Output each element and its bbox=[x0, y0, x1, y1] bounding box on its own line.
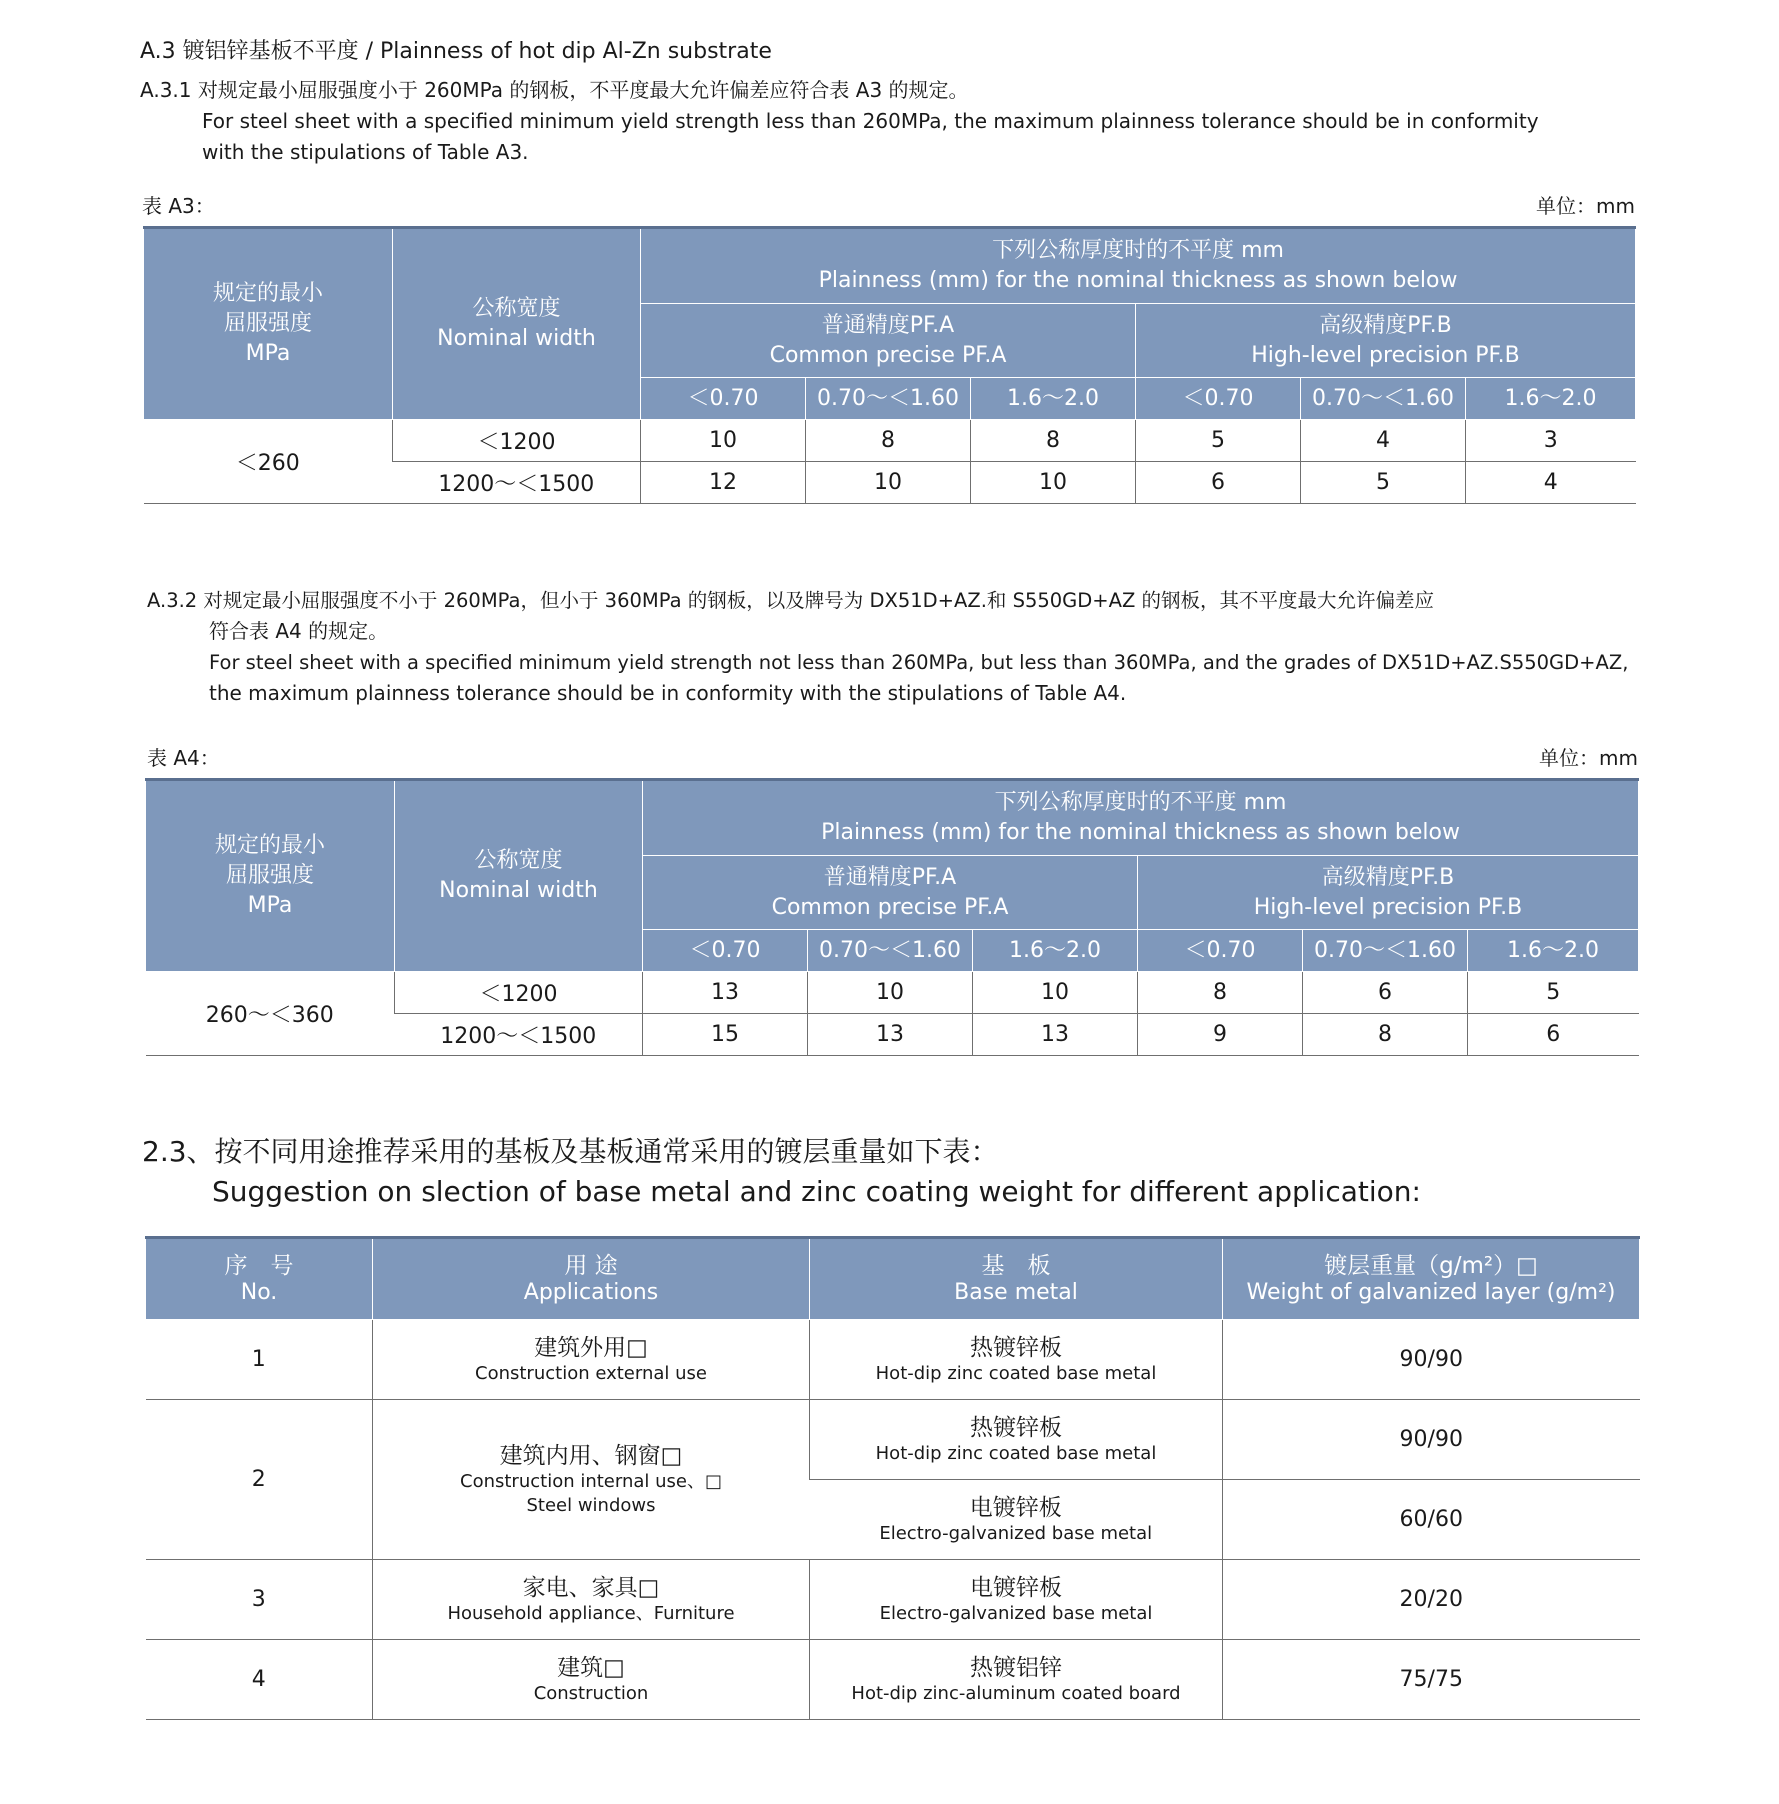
header-pfa-en: Common precise PF.A bbox=[769, 342, 1007, 368]
table-applications bbox=[145, 1236, 1640, 1720]
header-applications bbox=[373, 1238, 810, 1320]
cell-value: 4 bbox=[1301, 420, 1466, 462]
section-a32-paragraph bbox=[147, 585, 1642, 709]
header-thickness: ＜0.70 bbox=[1136, 378, 1301, 420]
cell-value: 13 bbox=[643, 972, 808, 1014]
cell-value: 10 bbox=[806, 462, 971, 504]
cell-value: 8 bbox=[1138, 972, 1303, 1014]
header-plainness-en: Plainness (mm) for the nominal thickness as shown below bbox=[821, 820, 1460, 845]
cell-value: 13 bbox=[808, 1014, 973, 1056]
cell-application bbox=[373, 1640, 810, 1720]
cell-value: 3 bbox=[1466, 420, 1636, 462]
cell-width: 1200～＜1500 bbox=[393, 462, 641, 504]
cell-no: 1 bbox=[146, 1320, 373, 1400]
header-no bbox=[146, 1238, 373, 1320]
application-cn: 家电、家具□ bbox=[522, 1574, 660, 1601]
cell-weight: 60/60 bbox=[1223, 1480, 1640, 1560]
table-row bbox=[146, 1640, 1640, 1720]
header-thickness: 0.70～＜1.60 bbox=[1303, 930, 1468, 972]
header-thickness: 1.6～2.0 bbox=[971, 378, 1136, 420]
cell-value: 10 bbox=[971, 462, 1136, 504]
cell-value: 4 bbox=[1466, 462, 1636, 504]
cell-no: 3 bbox=[146, 1560, 373, 1640]
header-yield-line2: 屈服强度 bbox=[225, 863, 314, 888]
cell-weight: 75/75 bbox=[1223, 1640, 1640, 1720]
table-a3 bbox=[143, 226, 1636, 504]
header-pfb bbox=[1136, 304, 1636, 378]
header-thickness: 1.6～2.0 bbox=[1468, 930, 1639, 972]
header-yield-line3: MPa bbox=[245, 341, 291, 366]
header-thickness: 0.70～＜1.60 bbox=[806, 378, 971, 420]
header-yield-line2: 屈服强度 bbox=[223, 311, 312, 336]
header-pfa bbox=[643, 856, 1138, 930]
paragraph-en-line2: the maximum plainness tolerance should be in conformity with the stipulations of Table A4. bbox=[209, 681, 1127, 705]
header-pfb-en: High-level precision PF.B bbox=[1253, 894, 1523, 920]
cell-base-metal bbox=[810, 1480, 1223, 1560]
header-plainness-cn: 下列公称厚度时的不平度 mm bbox=[992, 238, 1284, 263]
header-yield-line3: MPa bbox=[247, 893, 293, 918]
header-nominal-width bbox=[395, 780, 643, 972]
base-metal-en: Electro-galvanized base metal bbox=[879, 1602, 1153, 1624]
cell-base-metal bbox=[810, 1560, 1223, 1640]
cell-value: 8 bbox=[1303, 1014, 1468, 1056]
cell-weight: 90/90 bbox=[1223, 1400, 1640, 1480]
cell-value: 8 bbox=[806, 420, 971, 462]
header-plainness bbox=[643, 780, 1639, 856]
cell-value: 6 bbox=[1136, 462, 1301, 504]
cell-value: 8 bbox=[971, 420, 1136, 462]
header-pfa-cn: 普通精度PF.A bbox=[821, 312, 955, 338]
header-thickness: 0.70～＜1.60 bbox=[1301, 378, 1466, 420]
cell-yield: ＜260 bbox=[144, 420, 393, 504]
header-thickness: ＜0.70 bbox=[643, 930, 808, 972]
header-yield-line1: 规定的最小 bbox=[214, 833, 325, 858]
cell-weight: 20/20 bbox=[1223, 1560, 1640, 1640]
application-en: Household appliance、Furniture bbox=[447, 1602, 735, 1624]
cell-width: ＜1200 bbox=[393, 420, 641, 462]
cell-value: 6 bbox=[1468, 1014, 1639, 1056]
cell-application bbox=[373, 1560, 810, 1640]
section-a31-paragraph bbox=[140, 75, 1640, 168]
header-base-metal bbox=[810, 1238, 1223, 1320]
header-app-cn: 用 途 bbox=[564, 1253, 618, 1279]
table-a3-label: 表 A3： bbox=[142, 194, 215, 218]
paragraph-en-line1: For steel sheet with a specified minimum yield strength not less than 260MPa, but less than 360MPa, and the grades of DX51D+AZ.S550GD+AZ, bbox=[209, 651, 1629, 674]
cell-base-metal bbox=[810, 1320, 1223, 1400]
section-23-title-cn: 2.3、按不同用途推荐采用的基板及基板通常采用的镀层重量如下表： bbox=[142, 1135, 999, 1168]
header-nominal-width bbox=[393, 228, 641, 420]
table-a4-label: 表 A4： bbox=[147, 746, 220, 770]
table-a3-unit: 单位：mm bbox=[1536, 194, 1635, 218]
cell-value: 5 bbox=[1136, 420, 1301, 462]
base-metal-cn: 热镀锌板 bbox=[970, 1334, 1062, 1361]
header-pfb-en: High-level precision PF.B bbox=[1251, 342, 1520, 368]
section-23-heading bbox=[142, 1132, 1421, 1212]
header-thickness: ＜0.70 bbox=[641, 378, 806, 420]
cell-application bbox=[373, 1320, 810, 1400]
application-cn: 建筑外用□ bbox=[534, 1334, 648, 1361]
cell-value: 5 bbox=[1468, 972, 1639, 1014]
cell-value: 10 bbox=[808, 972, 973, 1014]
application-cn: 建筑□ bbox=[557, 1654, 625, 1681]
application-en: Construction external use bbox=[475, 1362, 707, 1384]
header-weight-cn: 镀层重量（g/m²）□ bbox=[1324, 1253, 1538, 1279]
paragraph-cn: A.3.1 对规定最小屈服强度小于 260MPa 的钢板，不平度最大允许偏差应符合表 A3 的规定。 bbox=[140, 78, 969, 102]
cell-value: 10 bbox=[641, 420, 806, 462]
cell-base-metal bbox=[810, 1640, 1223, 1720]
base-metal-cn: 电镀锌板 bbox=[969, 1494, 1062, 1521]
header-yield-line1: 规定的最小 bbox=[212, 281, 323, 306]
header-thickness: 0.70～＜1.60 bbox=[808, 930, 973, 972]
table-row bbox=[146, 1400, 1640, 1480]
header-width-en: Nominal width bbox=[439, 878, 598, 903]
application-cn: 建筑内用、钢窗□ bbox=[499, 1442, 683, 1469]
header-pfa-en: Common precise PF.A bbox=[771, 894, 1009, 920]
base-metal-cn: 热镀锌板 bbox=[970, 1414, 1062, 1441]
section-a3-title: A.3 镀铝锌基板不平度 / Plainness of hot dip Al-Zn substrate bbox=[140, 39, 772, 64]
paragraph-en-line2: with the stipulations of Table A3. bbox=[202, 140, 529, 164]
cell-value: 9 bbox=[1138, 1014, 1303, 1056]
base-metal-en: Hot-dip zinc-aluminum coated board bbox=[851, 1682, 1181, 1704]
header-no-en: No. bbox=[240, 1280, 278, 1305]
cell-yield: 260～＜360 bbox=[146, 972, 395, 1056]
cell-value: 6 bbox=[1303, 972, 1468, 1014]
section-23-title-en: Suggestion on slection of base metal and zinc coating weight for different application: bbox=[212, 1175, 1421, 1208]
header-yield-strength bbox=[144, 228, 393, 420]
header-pfb-cn: 高级精度PF.B bbox=[1321, 864, 1455, 890]
header-plainness bbox=[641, 228, 1636, 304]
cell-value: 5 bbox=[1301, 462, 1466, 504]
base-metal-en: Electro-galvanized base metal bbox=[879, 1522, 1153, 1544]
header-width-cn: 公称宽度 bbox=[474, 848, 563, 873]
table-row bbox=[146, 1560, 1640, 1640]
header-pfb-cn: 高级精度PF.B bbox=[1319, 312, 1452, 338]
table-a4-unit: 单位：mm bbox=[1539, 746, 1638, 770]
cell-width: ＜1200 bbox=[395, 972, 643, 1014]
cell-weight: 90/90 bbox=[1223, 1320, 1640, 1400]
header-app-en: Applications bbox=[523, 1280, 659, 1305]
table-row bbox=[146, 1320, 1640, 1400]
cell-base-metal bbox=[810, 1400, 1223, 1480]
table-row bbox=[144, 420, 1636, 462]
header-thickness: 1.6～2.0 bbox=[1466, 378, 1636, 420]
header-no-cn: 序 号 bbox=[224, 1253, 294, 1279]
base-metal-cn: 电镀锌板 bbox=[970, 1574, 1062, 1601]
header-plainness-cn: 下列公称厚度时的不平度 mm bbox=[994, 790, 1287, 815]
header-yield-strength bbox=[146, 780, 395, 972]
header-thickness: ＜0.70 bbox=[1138, 930, 1303, 972]
cell-width: 1200～＜1500 bbox=[395, 1014, 643, 1056]
header-base-en: Base metal bbox=[954, 1280, 1078, 1305]
header-pfb bbox=[1138, 856, 1639, 930]
header-pfa bbox=[641, 304, 1136, 378]
base-metal-en: Hot-dip zinc coated base metal bbox=[875, 1442, 1157, 1464]
cell-no: 4 bbox=[146, 1640, 373, 1720]
table-row bbox=[146, 972, 1639, 1014]
header-thickness: 1.6～2.0 bbox=[973, 930, 1138, 972]
cell-no: 2 bbox=[146, 1400, 373, 1560]
paragraph-cn-line1: A.3.2 对规定最小屈服强度不小于 260MPa，但小于 360MPa 的钢板，以及牌号为 DX51D+AZ.和 S550GD+AZ 的钢板，其不平度最大允许偏差应 bbox=[147, 589, 1435, 612]
base-metal-cn: 热镀铝锌 bbox=[970, 1654, 1062, 1681]
header-width-en: Nominal width bbox=[437, 326, 596, 351]
application-en: Construction bbox=[533, 1682, 649, 1704]
header-pfa-cn: 普通精度PF.A bbox=[823, 864, 957, 890]
application-en-line1: Construction internal use、□ bbox=[460, 1470, 722, 1492]
application-en-line2: Steel windows bbox=[526, 1494, 656, 1516]
header-base-cn: 基 板 bbox=[981, 1253, 1051, 1279]
header-weight-en: Weight of galvanized layer (g/m²) bbox=[1246, 1280, 1616, 1305]
header-width-cn: 公称宽度 bbox=[472, 296, 561, 321]
cell-value: 13 bbox=[973, 1014, 1138, 1056]
header-plainness-en: Plainness (mm) for the nominal thickness as shown below bbox=[818, 268, 1458, 293]
cell-application bbox=[373, 1400, 810, 1560]
header-coating-weight bbox=[1223, 1238, 1640, 1320]
paragraph-en-line1: For steel sheet with a specified minimum yield strength less than 260MPa, the maximum plainness tolerance should be in conformity bbox=[202, 109, 1539, 133]
paragraph-cn-line2: 符合表 A4 的规定。 bbox=[209, 619, 389, 643]
cell-value: 12 bbox=[641, 462, 806, 504]
table-a4 bbox=[145, 778, 1639, 1056]
cell-value: 10 bbox=[973, 972, 1138, 1014]
base-metal-en: Hot-dip zinc coated base metal bbox=[875, 1362, 1157, 1384]
cell-value: 15 bbox=[643, 1014, 808, 1056]
